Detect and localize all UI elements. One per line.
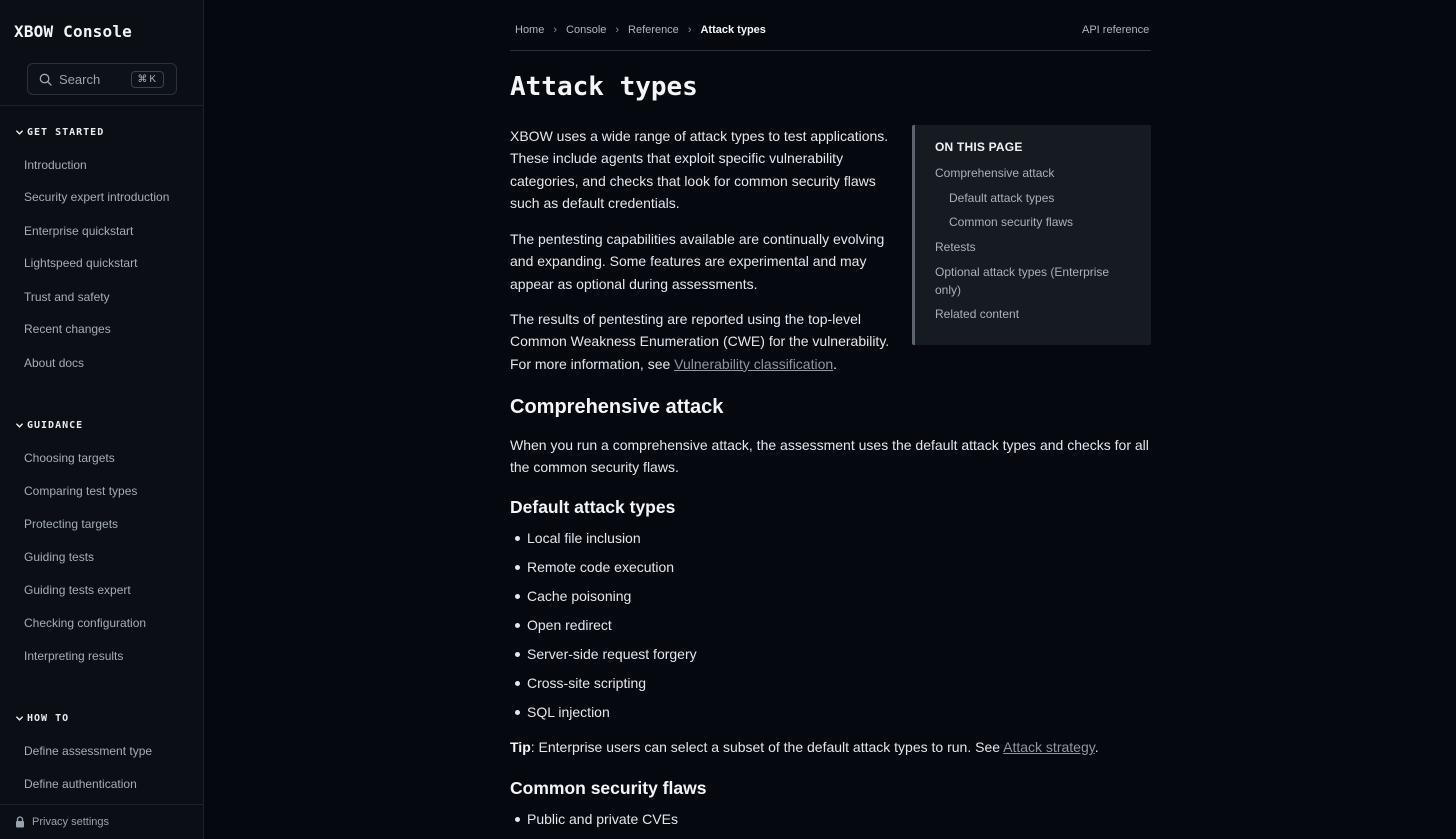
list-item: [515, 588, 631, 604]
heading-default-attack-types: Default attack types: [510, 497, 676, 517]
heading-common-security-flaws: Common security flaws: [510, 778, 707, 798]
bullet-icon: [515, 817, 520, 822]
list-item-text: Local file inclusion: [527, 530, 641, 546]
sidebar-divider: [0, 105, 204, 106]
breadcrumb-separator-icon: ›: [687, 24, 692, 36]
breadcrumb-reference[interactable]: Reference: [628, 24, 679, 36]
api-reference-link[interactable]: API reference: [1082, 24, 1150, 36]
section-toggle-get-started[interactable]: [15, 125, 104, 139]
sidebar-item-protecting-targets[interactable]: Protecting targets: [24, 517, 119, 531]
section-title: HOW TO: [27, 712, 70, 724]
list-item-text: SQL injection: [527, 704, 610, 720]
page-title: Attack types: [510, 72, 698, 102]
toc-link-retests[interactable]: Retests: [935, 240, 976, 254]
attack-strategy-link[interactable]: Attack strategy: [1003, 739, 1095, 755]
sidebar-item-comparing-test-types[interactable]: Comparing test types: [24, 484, 138, 498]
lock-icon: [15, 816, 25, 828]
bullet-icon: [515, 594, 520, 599]
search-shortcut: ⌘K: [131, 71, 164, 88]
sidebar-item-interpreting-results[interactable]: Interpreting results: [24, 649, 124, 663]
list-item: [515, 675, 646, 691]
bullet-icon: [515, 652, 520, 657]
breadcrumb-console[interactable]: Console: [566, 24, 607, 36]
sidebar-item-choosing-targets[interactable]: Choosing targets: [24, 451, 115, 465]
section-toggle-how-to[interactable]: [15, 711, 69, 725]
list-item-text: Remote code execution: [527, 559, 675, 575]
breadcrumb-home[interactable]: Home: [515, 24, 545, 36]
intro-paragraph: XBOW uses a wide range of attack types to test applications. These include agents that exploit specific vulnerability categories, and checks that look for common security flaws such as default credentials.: [510, 128, 889, 211]
toc-link-common-security-flaws[interactable]: Common security flaws: [949, 215, 1074, 229]
list-item: [515, 811, 678, 827]
breadcrumb-separator-icon: ›: [553, 24, 558, 36]
list-item: [515, 704, 610, 720]
toc-link-optional-attack-types[interactable]: Optional attack types (Enterprise only): [935, 265, 1110, 297]
privacy-settings-label: Privacy settings: [32, 816, 110, 828]
search-label: Search: [59, 72, 101, 87]
toc-title: ON THIS PAGE: [935, 140, 1023, 154]
breadcrumb-current: Attack types: [700, 24, 766, 36]
heading-comprehensive-attack: Comprehensive attack: [510, 396, 724, 418]
tip-text: : Enterprise users can select a subset of the default attack types to run. See: [530, 739, 1004, 755]
sidebar-item-security-expert-introduction[interactable]: Security expert introduction: [24, 190, 170, 204]
list-item-text: Public and private CVEs: [527, 811, 678, 827]
bullet-icon: [515, 623, 520, 628]
intro-paragraph: The pentesting capabilities available are continually evolving and expanding. Some features are experimental and may appear as optional during assessments.: [510, 231, 885, 292]
chevron-down-icon: [15, 714, 24, 723]
brand-title[interactable]: XBOW Console: [14, 22, 132, 41]
tip-end: .: [1094, 739, 1099, 755]
sidebar-item-lightspeed-quickstart[interactable]: Lightspeed quickstart: [24, 256, 138, 270]
intro-text: The results of pentesting are reported using the top-level Common Weakness Enumeration (CWE) for the vulnerability. For more information, see: [510, 311, 890, 372]
toc-link-comprehensive-attack[interactable]: Comprehensive attack: [935, 166, 1055, 180]
on-this-page: [912, 125, 1151, 345]
vulnerability-classification-link[interactable]: Vulnerability classification: [674, 355, 834, 372]
intro-end: .: [833, 355, 838, 372]
header-divider: [510, 50, 1151, 51]
sidebar-item-define-authentication[interactable]: Define authentication: [24, 777, 137, 791]
search-button[interactable]: [27, 63, 177, 95]
list-item-text: Open redirect: [527, 617, 612, 633]
section-toggle-guidance[interactable]: [15, 418, 83, 432]
sidebar-item-introduction[interactable]: Introduction: [24, 158, 87, 172]
toc-link-default-attack-types[interactable]: Default attack types: [949, 191, 1055, 205]
list-item: [515, 559, 674, 575]
list-item: [515, 646, 697, 662]
search-icon: [39, 73, 52, 86]
breadcrumb-separator-icon: ›: [615, 24, 620, 36]
sidebar-item-guiding-tests-expert[interactable]: Guiding tests expert: [24, 583, 131, 597]
bullet-icon: [515, 536, 520, 541]
intro-paragraph: [510, 308, 895, 375]
section-title: GET STARTED: [27, 126, 105, 138]
list-item: [515, 530, 641, 546]
list-item-text: Cache poisoning: [527, 588, 632, 604]
list-item: [515, 617, 612, 633]
comprehensive-paragraph: When you run a comprehensive attack, the assessment uses the default attack types and checks for all the common security flaws.: [510, 437, 1149, 476]
list-item-text: Cross-site scripting: [527, 675, 647, 691]
bullet-icon: [515, 565, 520, 570]
sidebar: [0, 0, 204, 839]
sidebar-item-trust-and-safety[interactable]: Trust and safety: [24, 290, 110, 304]
toc-link-related-content[interactable]: Related content: [935, 307, 1020, 321]
bullet-icon: [515, 681, 520, 686]
chevron-down-icon: [15, 128, 24, 137]
sidebar-item-enterprise-quickstart[interactable]: Enterprise quickstart: [24, 224, 134, 238]
privacy-settings-button[interactable]: [0, 804, 204, 839]
sidebar-item-define-assessment-type[interactable]: Define assessment type: [24, 744, 153, 758]
tip-label: Tip: [510, 739, 531, 755]
sidebar-item-guiding-tests[interactable]: Guiding tests: [24, 550, 95, 564]
tip-callout: [510, 739, 1099, 755]
breadcrumb: [515, 24, 766, 36]
sidebar-item-about-docs[interactable]: About docs: [24, 356, 85, 370]
sidebar-item-recent-changes[interactable]: Recent changes: [24, 322, 111, 336]
section-title: GUIDANCE: [27, 419, 84, 431]
sidebar-item-checking-configuration[interactable]: Checking configuration: [24, 616, 147, 630]
bullet-icon: [515, 710, 520, 715]
chevron-down-icon: [15, 421, 24, 430]
list-item-text: Server-side request forgery: [527, 646, 697, 662]
